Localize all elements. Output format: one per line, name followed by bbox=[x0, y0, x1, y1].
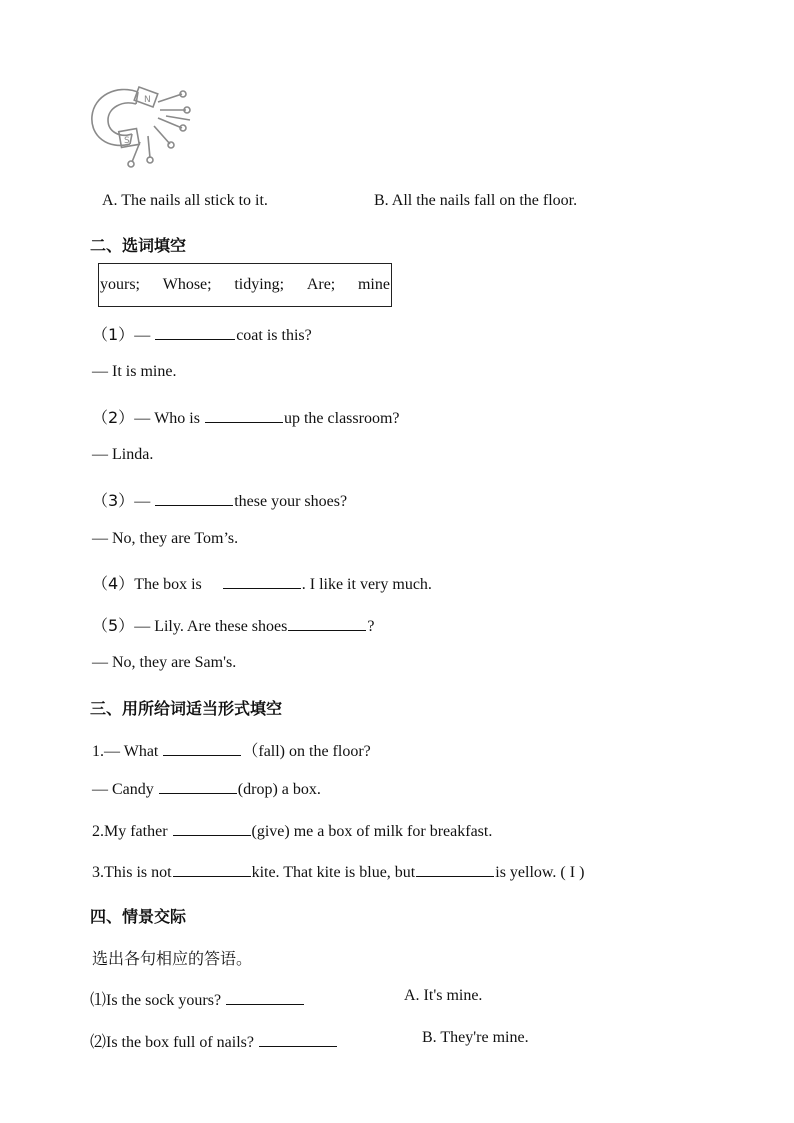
word-bank-item: Whose; bbox=[162, 276, 212, 293]
answer-line-1: — It is mine. bbox=[92, 363, 177, 380]
word-bank bbox=[98, 263, 392, 307]
question-number: （3） bbox=[92, 491, 135, 510]
dialogue-option-a: A. It's mine. bbox=[404, 987, 483, 1004]
dialogue-option-b: B. They're mine. bbox=[422, 1029, 529, 1046]
question-text: (give) me a box of milk for breakfast. bbox=[251, 823, 493, 840]
word-bank-item: tidying; bbox=[234, 276, 285, 293]
word-bank-item: Are; bbox=[306, 276, 336, 293]
answer-blank[interactable] bbox=[288, 616, 366, 631]
section-4-title: 四、情景交际 bbox=[90, 907, 187, 926]
answer-blank[interactable] bbox=[163, 741, 241, 756]
question-text: — Who is bbox=[134, 410, 204, 427]
question-text: ? bbox=[367, 618, 375, 635]
answer-line-2: — Linda. bbox=[92, 446, 154, 463]
section-2-title: 二、选词填空 bbox=[90, 236, 187, 255]
answer-blank[interactable] bbox=[205, 408, 283, 423]
word-bank-item: yours; bbox=[100, 276, 140, 293]
question-number: （2） bbox=[92, 408, 135, 427]
fill-line-1 bbox=[92, 738, 371, 761]
question-4 bbox=[92, 571, 432, 594]
svg-text:S: S bbox=[124, 136, 130, 146]
fill-line-2 bbox=[92, 779, 321, 799]
question-3 bbox=[92, 488, 347, 511]
question-number: （5） bbox=[92, 616, 135, 635]
question-text: ⑴Is the sock yours? bbox=[90, 992, 226, 1009]
question-text: is yellow. ( I ) bbox=[495, 864, 585, 881]
option-a: A. The nails all stick to it. bbox=[102, 192, 268, 209]
answer-blank[interactable] bbox=[223, 574, 301, 589]
question-number: （1） bbox=[92, 325, 135, 344]
answer-line-3: — No, they are Tom’s. bbox=[92, 530, 239, 547]
dialogue-question-1 bbox=[90, 987, 305, 1010]
question-text: (drop) a box. bbox=[237, 781, 321, 798]
dialogue-question-2 bbox=[90, 1029, 338, 1052]
question-text: （fall) on the floor? bbox=[242, 743, 371, 760]
answer-blank[interactable] bbox=[259, 1032, 337, 1047]
answer-line-5: — No, they are Sam's. bbox=[92, 654, 237, 671]
question-text: up the classroom? bbox=[283, 410, 400, 427]
question-text: 3.This is not bbox=[92, 864, 172, 881]
question-text: The box is bbox=[134, 576, 206, 593]
question-2 bbox=[92, 405, 400, 428]
fill-line-4 bbox=[92, 862, 584, 882]
answer-blank[interactable] bbox=[159, 779, 237, 794]
magnet-with-nails-icon bbox=[86, 82, 198, 172]
answer-blank[interactable] bbox=[155, 491, 233, 506]
section-4-instruction: 选出各句相应的答语。 bbox=[92, 949, 253, 968]
option-b: B. All the nails fall on the floor. bbox=[374, 192, 578, 209]
question-text: 2.My father bbox=[92, 823, 172, 840]
answer-blank[interactable] bbox=[155, 325, 235, 340]
question-text: — Lily. Are these shoes bbox=[134, 618, 288, 635]
question-1 bbox=[92, 322, 312, 345]
question-text: 1.— What bbox=[92, 743, 163, 760]
word-bank-item: mine bbox=[357, 276, 390, 293]
answer-blank[interactable] bbox=[226, 990, 304, 1005]
answer-blank[interactable] bbox=[173, 862, 251, 877]
question-text: ⑵Is the box full of nails? bbox=[90, 1034, 258, 1051]
question-text: — bbox=[134, 327, 155, 344]
question-text: coat is this? bbox=[236, 327, 312, 344]
answer-blank[interactable] bbox=[173, 821, 251, 836]
question-text: kite. That kite is blue, but bbox=[251, 864, 416, 881]
question-5 bbox=[92, 613, 374, 636]
question-text: . I like it very much. bbox=[301, 576, 432, 593]
svg-text:N: N bbox=[144, 95, 151, 105]
question-text: — Candy bbox=[92, 781, 158, 798]
answer-blank[interactable] bbox=[416, 862, 494, 877]
question-text: these your shoes? bbox=[234, 493, 348, 510]
section-3-title: 三、用所给词适当形式填空 bbox=[90, 699, 283, 718]
question-text: — bbox=[134, 493, 155, 510]
fill-line-3 bbox=[92, 821, 492, 841]
question-number: （4） bbox=[92, 574, 135, 593]
